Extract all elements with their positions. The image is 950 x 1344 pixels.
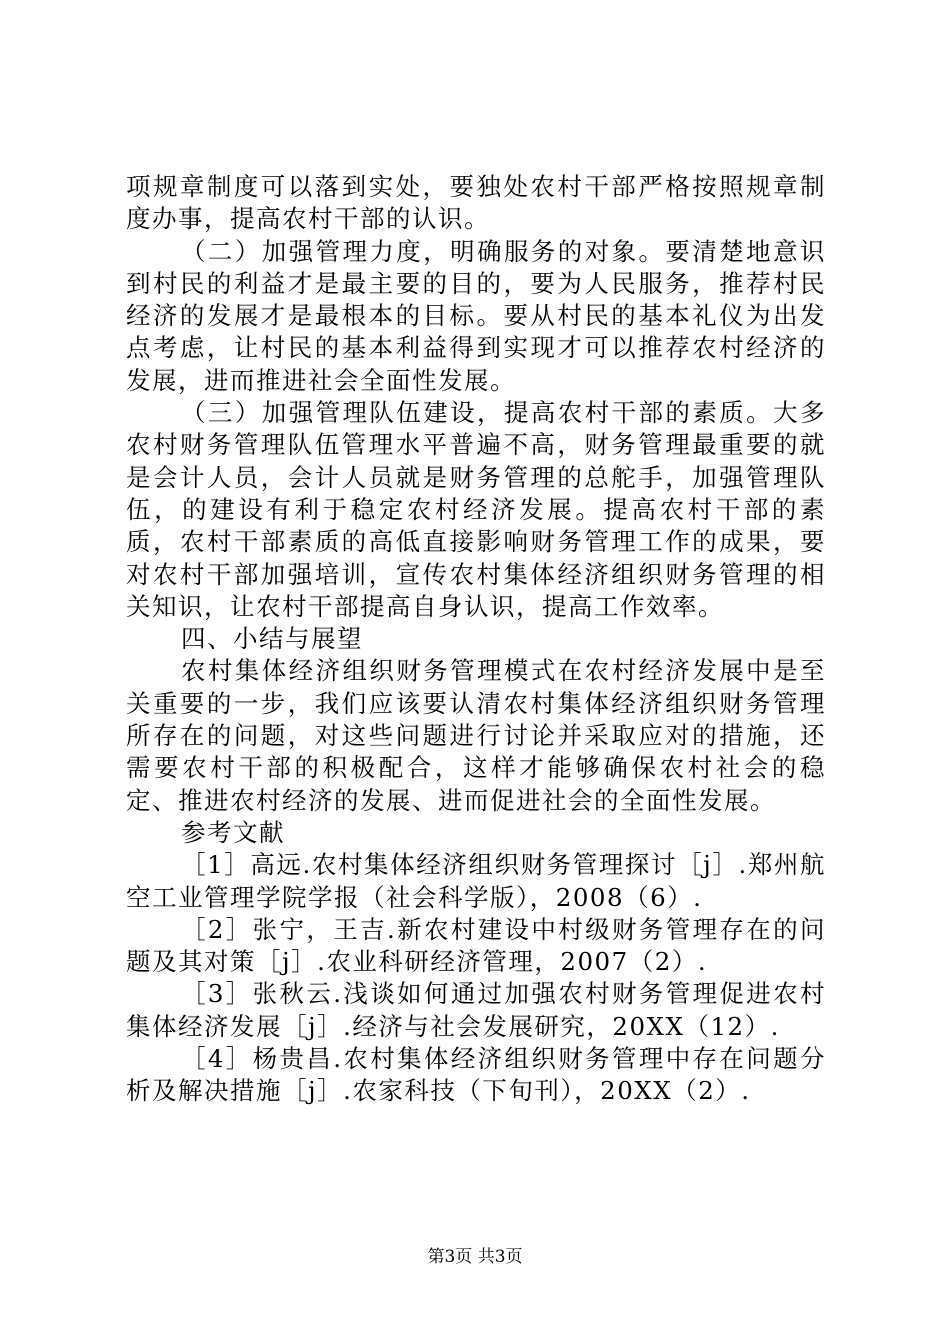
document-body	[126, 171, 826, 1108]
page-footer: 第3页 共3页	[427, 1247, 523, 1267]
section-heading: 四、小结与展望	[181, 624, 363, 654]
reference-item: ［3］张秋云.浅谈如何通过加强农村财务管理促进农村集体经济发展［j］.经济与社会发展研究，20XX（12）.	[126, 979, 826, 1041]
body-paragraph: （三）加强管理队伍建设，提高农村干部的素质。大多农村财务管理队伍管理水平普遍不高，财务管理最重要的就是会计人员，会计人员就是财务管理的总舵手，加强管理队伍，的建设有利于稳定农村经济发展。提高农村干部的素质，农村干部素质的高低直接影响财务管理工作的成果，要对农村干部加强培训，宣传农村集体经济组织财务管理的相关知识，让农村干部提高自身认识，提高工作效率。	[126, 398, 826, 621]
references-heading: 参考文献	[181, 817, 285, 847]
reference-item: ［2］张宁，王吉.新农村建设中村级财务管理存在的问题及其对策［j］.农业科研经济管理，2007（2）.	[126, 914, 826, 977]
body-paragraph: （二）加强管理力度，明确服务的对象。要清楚地意识到村民的利益才是最主要的目的，要为人民服务，推荐村民经济的发展才是最根本的目标。要从村民的基本礼仪为出发点考虑，让村民的基本利益得到实现才可以推荐农村经济的发展，进而推进社会全面性发展。	[126, 236, 826, 395]
body-paragraph: 项规章制度可以落到实处，要独处农村干部严格按照规章制度办事，提高农村干部的认识。	[126, 172, 826, 234]
reference-item: ［4］杨贵昌.农村集体经济组织财务管理中存在问题分析及解决措施［j］.农家科技（下旬刊），20XX（2）.	[126, 1044, 826, 1106]
summary-paragraph: 农村集体经济组织财务管理模式在农村经济发展中是至关重要的一步，我们应该要认清农村集体经济组织财务管理所存在的问题，对这些问题进行讨论并采取应对的措施，还需要农村干部的积极配合，这样才能够确保农村社会的稳定、推进农村经济的发展、进而促进社会的全面性发展。	[126, 656, 826, 815]
reference-item: ［1］高远.农村集体经济组织财务管理探讨［j］.郑州航空工业管理学院学报（社会科学版），2008（6）.	[126, 850, 826, 912]
